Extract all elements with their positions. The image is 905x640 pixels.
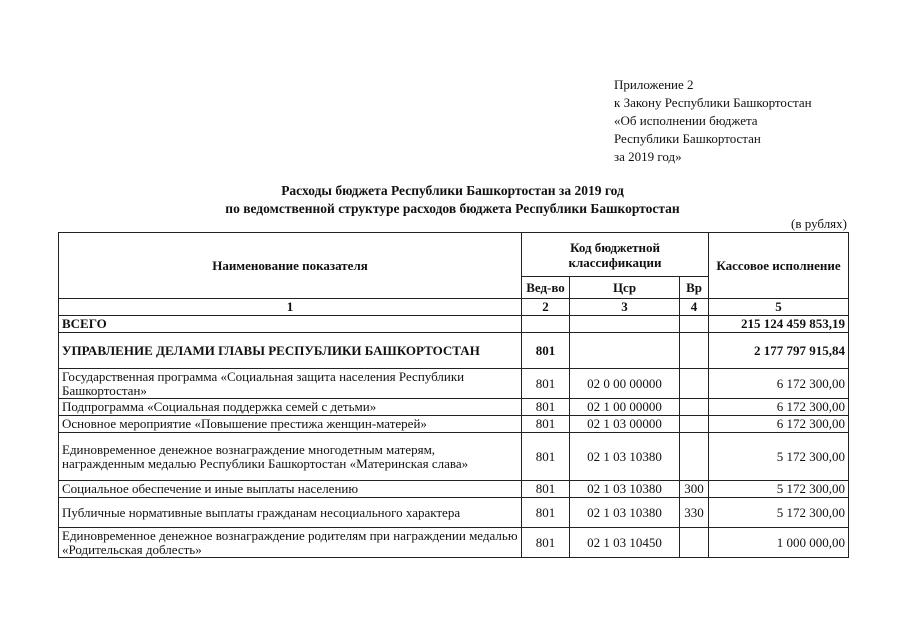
row-amount-cell: 5 172 300,00 (709, 498, 849, 528)
row-ved-cell: 801 (522, 333, 570, 369)
row-name-cell: Подпрограмма «Социальная поддержка семей с детьми» (59, 399, 522, 416)
header-csr: Цср (570, 277, 680, 299)
appendix-line: Приложение 2 (614, 77, 694, 92)
header-vr: Вр (680, 277, 709, 299)
appendix-note (614, 76, 812, 166)
row-csr-cell (570, 333, 680, 369)
row-csr-cell (570, 316, 680, 333)
row-vr-cell (680, 399, 709, 416)
row-amount-cell: 6 172 300,00 (709, 369, 849, 399)
row-csr-cell: 02 1 03 10450 (570, 528, 680, 558)
row-csr-cell: 02 1 00 00000 (570, 399, 680, 416)
table-row (59, 498, 849, 528)
row-name-cell: Публичные нормативные выплаты гражданам несоциального характера (59, 498, 522, 528)
row-ved-cell: 801 (522, 481, 570, 498)
table-row (59, 369, 849, 399)
document-title-line2: по ведомственной структуре расходов бюджета Республики Башкортостан (225, 201, 680, 216)
document-title-line1: Расходы бюджета Республики Башкортостан за 2019 год (281, 183, 624, 198)
table-row (59, 528, 849, 558)
row-amount-cell: 1 000 000,00 (709, 528, 849, 558)
row-ved-cell: 801 (522, 399, 570, 416)
header-code-group: Код бюджетной классификации (522, 233, 709, 277)
table-row (59, 399, 849, 416)
row-name-cell: Единовременное денежное вознаграждение родителям при награждении медалью «Родительская доблесть» (59, 528, 522, 558)
row-csr-cell: 02 1 03 10380 (570, 433, 680, 481)
row-amount-cell: 5 172 300,00 (709, 481, 849, 498)
row-csr-cell: 02 1 03 10380 (570, 481, 680, 498)
header-ved: Вед-во (522, 277, 570, 299)
table-body (59, 316, 849, 558)
row-amount-cell: 5 172 300,00 (709, 433, 849, 481)
row-ved-cell: 801 (522, 528, 570, 558)
column-number: 3 (570, 299, 680, 316)
row-ved-cell: 801 (522, 498, 570, 528)
column-number: 1 (59, 299, 522, 316)
row-ved-cell: 801 (522, 416, 570, 433)
units-note: (в рублях) (791, 216, 847, 231)
budget-table (58, 232, 849, 558)
header-amount: Кассовое исполнение (709, 233, 849, 299)
column-number: 4 (680, 299, 709, 316)
table-row (59, 333, 849, 369)
row-name-cell: Единовременное денежное вознаграждение многодетным матерям, награжденным медалью Республики Башкортостан «Материнская слава» (59, 433, 522, 481)
row-name-cell: ВСЕГО (59, 316, 522, 333)
column-number-row (59, 299, 849, 316)
row-amount-cell: 6 172 300,00 (709, 399, 849, 416)
appendix-line: Республики Башкортостан (614, 131, 761, 146)
row-name-cell: Государственная программа «Социальная защита населения Республики Башкортостан» (59, 369, 522, 399)
row-vr-cell (680, 316, 709, 333)
column-number: 5 (709, 299, 849, 316)
row-amount-cell: 6 172 300,00 (709, 416, 849, 433)
row-vr-cell (680, 528, 709, 558)
appendix-line: за 2019 год» (614, 149, 682, 164)
row-ved-cell (522, 316, 570, 333)
row-csr-cell: 02 1 03 00000 (570, 416, 680, 433)
header-name: Наименование показателя (59, 233, 522, 299)
table-row (59, 316, 849, 333)
row-csr-cell: 02 0 00 00000 (570, 369, 680, 399)
column-number: 2 (522, 299, 570, 316)
row-vr-cell (680, 333, 709, 369)
row-vr-cell (680, 433, 709, 481)
table-row (59, 481, 849, 498)
appendix-line: «Об исполнении бюджета (614, 113, 758, 128)
row-amount-cell: 2 177 797 915,84 (709, 333, 849, 369)
row-vr-cell: 300 (680, 481, 709, 498)
row-csr-cell: 02 1 03 10380 (570, 498, 680, 528)
row-vr-cell: 330 (680, 498, 709, 528)
row-name-cell: УПРАВЛЕНИЕ ДЕЛАМИ ГЛАВЫ РЕСПУБЛИКИ БАШКОРТОСТАН (59, 333, 522, 369)
row-name-cell: Основное мероприятие «Повышение престижа женщин-матерей» (59, 416, 522, 433)
row-ved-cell: 801 (522, 369, 570, 399)
table-row (59, 416, 849, 433)
row-amount-cell: 215 124 459 853,19 (709, 316, 849, 333)
appendix-line: к Закону Республики Башкортостан (614, 95, 812, 110)
table-row (59, 433, 849, 481)
row-vr-cell (680, 416, 709, 433)
row-ved-cell: 801 (522, 433, 570, 481)
row-name-cell: Социальное обеспечение и иные выплаты населению (59, 481, 522, 498)
row-vr-cell (680, 369, 709, 399)
